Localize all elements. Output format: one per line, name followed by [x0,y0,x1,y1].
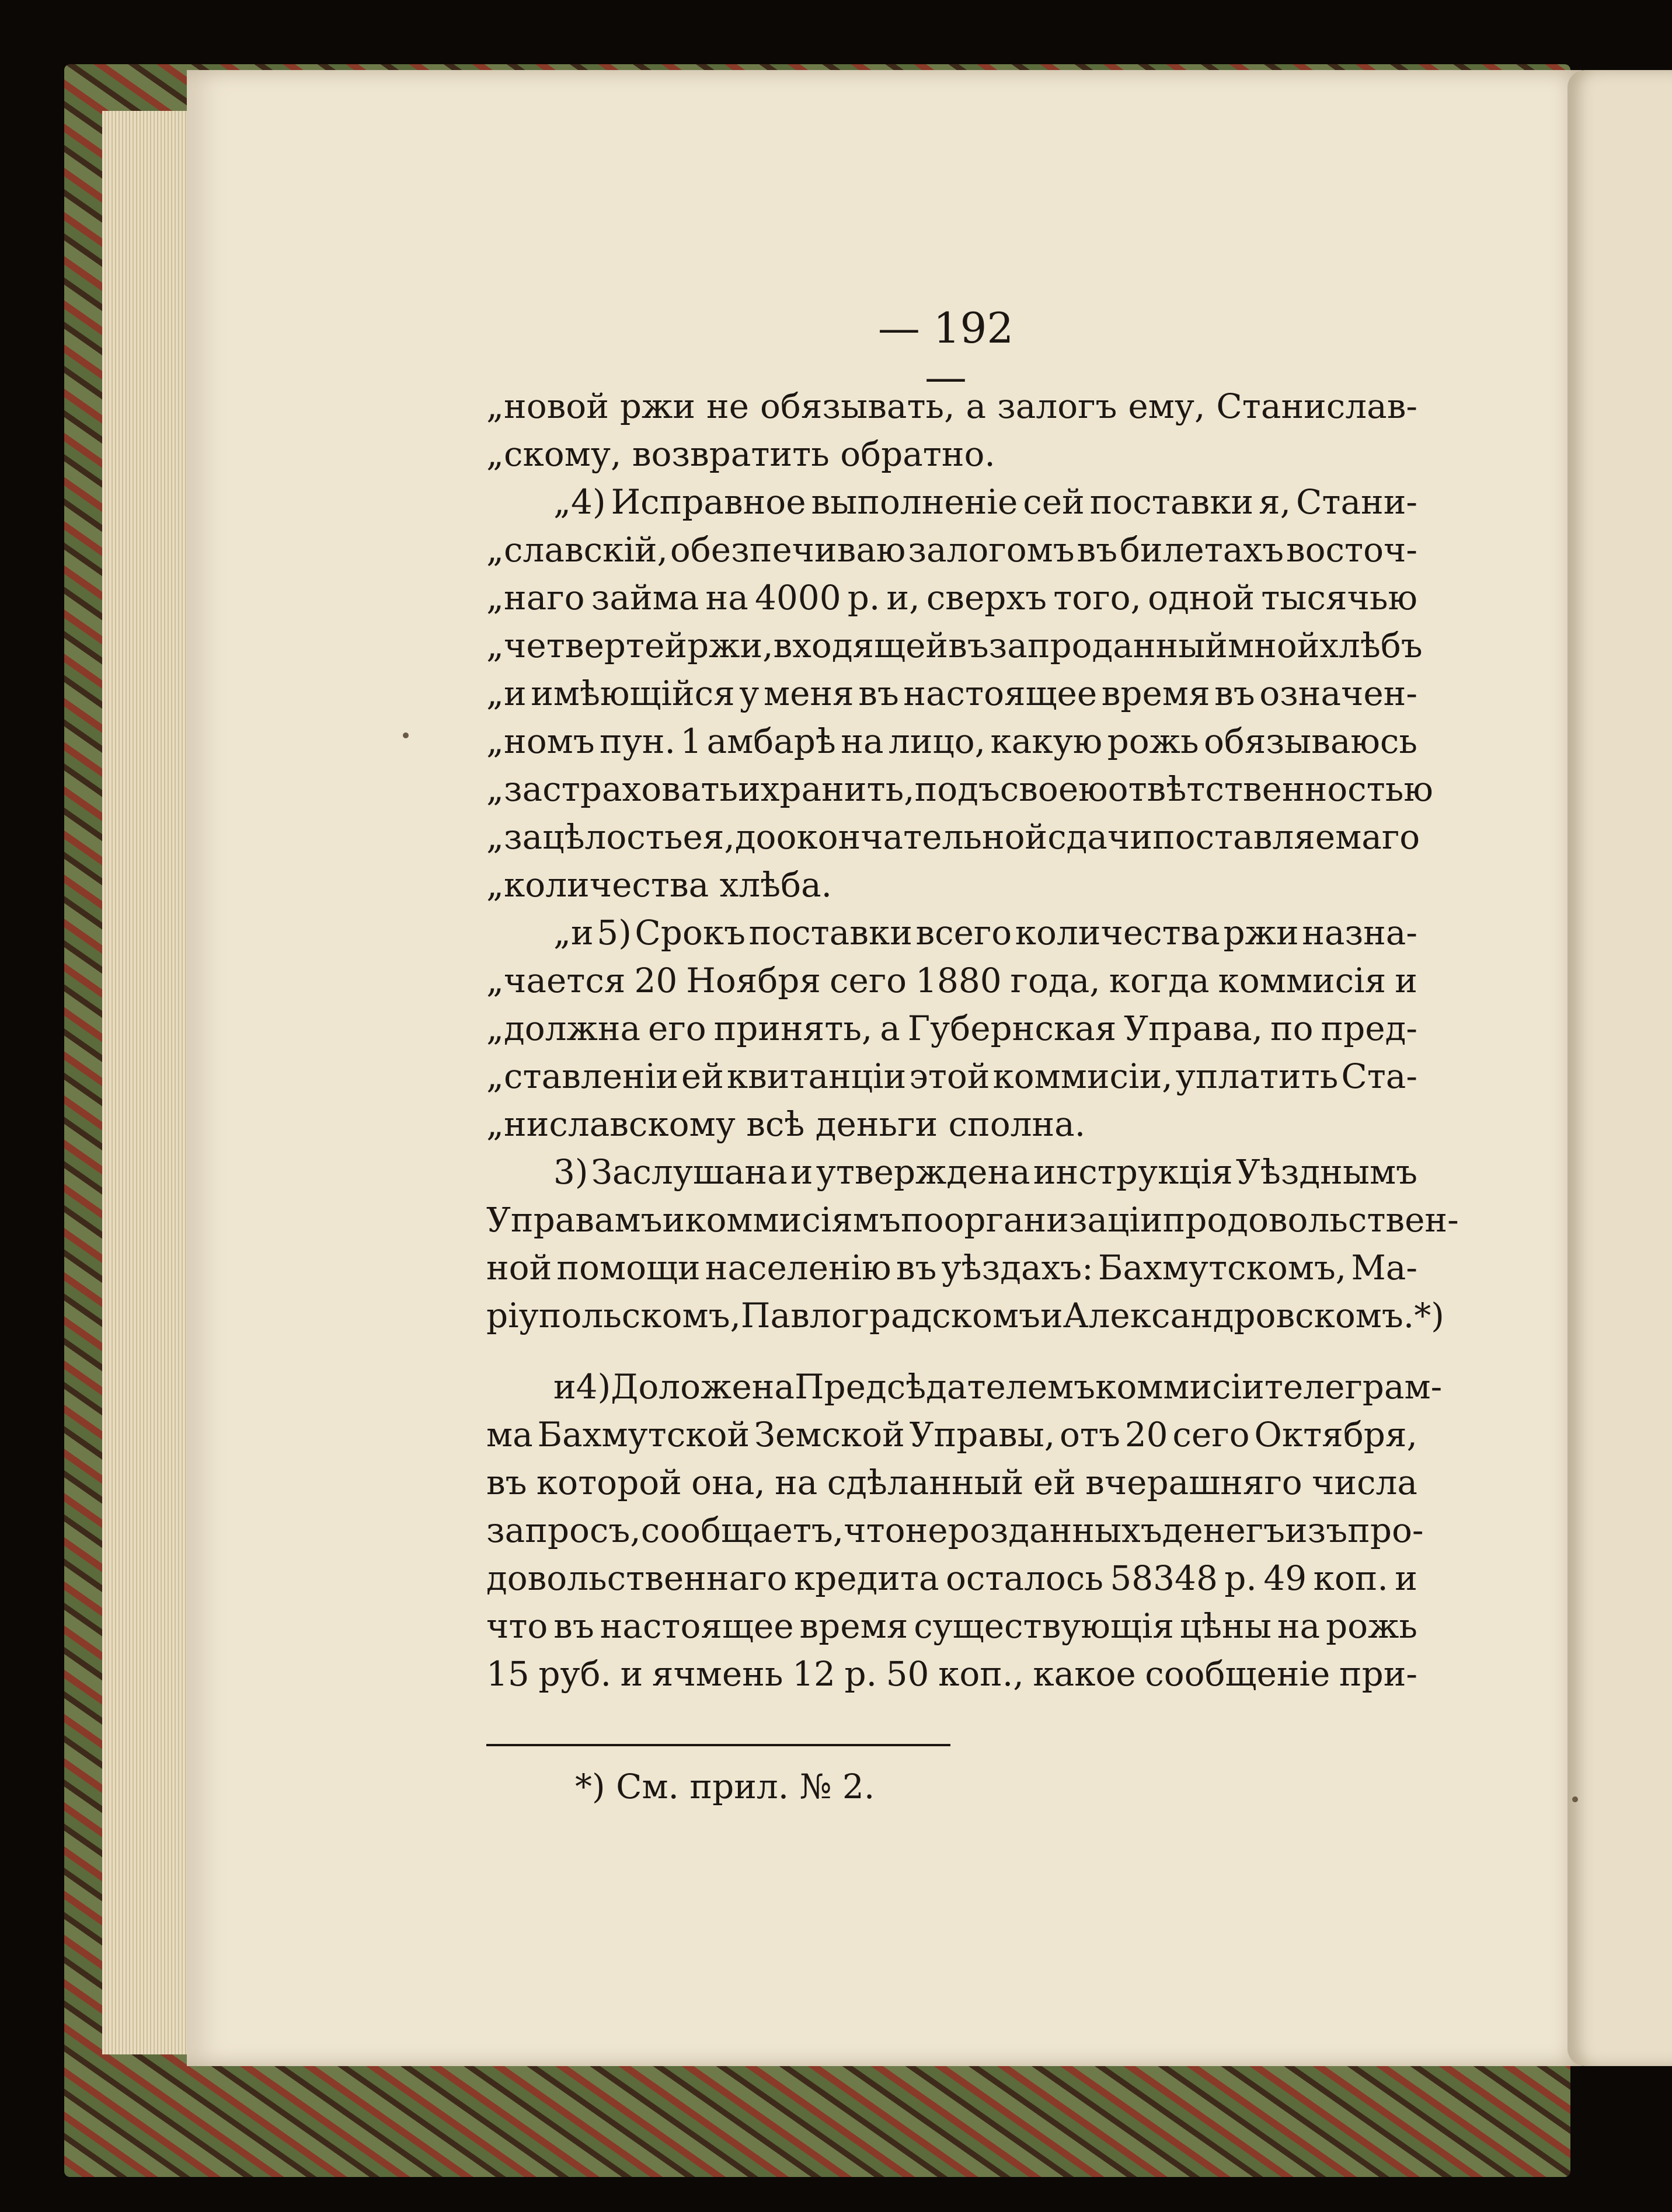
paragraph-gap [486,1339,1417,1363]
text-line [486,669,1417,717]
word: Управа, [1124,1009,1263,1048]
page-speck [403,732,409,738]
word: въ [858,674,899,713]
word: 5) [597,913,632,953]
word: Павлоградскомъ [740,1296,1040,1335]
word: и [620,1654,643,1694]
text-line [486,1100,1417,1148]
word: руб. [538,1654,612,1694]
word: Ста- [1341,1056,1417,1096]
text-line [486,813,1420,861]
word: какую [990,721,1103,761]
word: „должна [486,1009,641,1048]
word: а [966,386,987,426]
word: кредита [793,1558,939,1598]
word: въ [553,1606,594,1646]
text-line [486,1506,1424,1554]
word: сверхъ [926,578,1047,617]
text-line [486,574,1417,622]
word: коммисіи [1095,1367,1265,1407]
word: р. [844,1654,877,1694]
word: обязываюсь [1203,721,1417,761]
word: означен- [1259,674,1417,713]
word: Бахмутской [537,1415,750,1454]
word: ржи [619,386,695,426]
word: поставки [748,913,912,953]
word: пред- [1321,1009,1417,1048]
word: имѣющійся [531,674,735,713]
word: поставляемаго [1152,817,1420,857]
word: денегъ [1162,1510,1285,1550]
word: „за [486,817,543,857]
word: принять, [713,1009,873,1048]
word: 1 [680,721,702,761]
word: уплатить [1175,1056,1339,1096]
text-line [486,1650,1417,1698]
word: билетахъ [1120,530,1284,570]
word: отвѣтственностью [1107,769,1433,809]
word: инструкція [1033,1152,1233,1192]
word: ей [1033,1463,1076,1502]
word: довольственнаго [486,1558,788,1598]
word: 20 [634,961,678,1000]
word: числа [1312,1463,1417,1502]
word: сдѣланный [827,1463,1024,1502]
word: 1880 [915,961,1002,1000]
word: время [799,1606,908,1646]
word: продовольствен- [1162,1200,1459,1240]
word: утверждена [816,1152,1030,1192]
word: Бахмутскомъ, [1098,1248,1347,1288]
word: нерозданныхъ [905,1510,1162,1550]
word: что [486,1606,548,1646]
word: ей [681,1056,724,1096]
word: всего [915,913,1012,953]
text-line [486,1052,1417,1100]
word: коммисія [1218,961,1387,1000]
word: ржи, [687,626,774,665]
word: поставки [1089,482,1254,522]
word: Стани- [1296,482,1417,522]
word: обязывать, [760,386,955,426]
word: „чается [486,961,626,1000]
word: коп. [1313,1558,1388,1598]
word: залогъ [997,386,1117,426]
word: въ [1077,530,1118,570]
word: 4) [576,1367,611,1407]
word: въ [896,1248,937,1288]
word: 58348 [1110,1558,1218,1598]
word: назна- [1302,913,1417,953]
word: запроданный [988,626,1228,665]
word: что [844,1510,905,1550]
word: входящей [773,626,949,665]
word: Доложена [611,1367,795,1407]
word: ріупольскомъ, [486,1296,741,1335]
word: коммисіямъ [685,1200,901,1240]
word: существующія [914,1606,1174,1646]
word: запросъ, [486,1510,641,1550]
word: я, [1259,482,1291,522]
facing-page-edge [1568,70,1672,2066]
word: 20 [1124,1415,1168,1454]
word: хранить, [760,769,915,809]
word: она, [691,1463,765,1502]
word: выполненіе [811,482,1018,522]
page-edges [102,111,196,2054]
text-line [486,1004,1417,1052]
word: настоящее [903,674,1098,713]
word: и [1395,1558,1417,1598]
word: Александровскомъ.*) [1063,1296,1444,1335]
page-number: — 192 — [877,303,1014,402]
word: и [662,1200,685,1240]
word: которой [536,1463,682,1502]
word: залогомъ [908,530,1075,570]
word: сего [1172,1415,1250,1454]
word: ячмень [652,1654,783,1694]
word: квитанціи [726,1056,907,1096]
word: коп., [938,1654,1024,1694]
text-line [486,1411,1417,1459]
word: помощи [556,1248,701,1288]
word: время [1101,674,1210,713]
word: восточ- [1286,530,1417,570]
word: займа [591,578,699,617]
word: цѣны [1179,1606,1272,1646]
word: Земской [754,1415,905,1454]
word: и, [886,578,920,617]
text-line [486,1363,1443,1411]
word: подъ [914,769,1000,809]
word: Ноября [686,961,821,1000]
word: Исправное [611,482,806,522]
word: „ставленіи [486,1056,678,1096]
word: не [706,386,749,426]
word: „и [553,913,594,953]
word: лицо, [888,721,986,761]
word: и [738,769,761,809]
word: р. [847,578,880,617]
body-text [486,382,1459,1698]
word: „новой [486,386,609,426]
text-line [486,1554,1417,1602]
word: 4000 [754,578,841,617]
word: вчерашняго [1085,1463,1302,1502]
word: рожь [1325,1606,1417,1646]
word: а [880,1009,900,1048]
word: настоящее [600,1606,794,1646]
word: и [790,1152,813,1192]
text-line-content: „ниславскому всѣ деньги сполна. [486,1104,1086,1144]
page-speck [1572,1796,1578,1802]
word: количества [1015,913,1220,953]
text-line [486,717,1417,765]
word: 3) [553,1152,588,1192]
text-line-content: „скому, возвратить обратно. [486,434,995,474]
word: сообщеніе [1145,1654,1330,1694]
word: одной [1148,578,1255,617]
word: сей [1023,482,1085,522]
word: Октября, [1254,1415,1417,1454]
word: и [1395,961,1417,1000]
word: 12 [792,1654,835,1694]
text-line [486,909,1417,957]
word: какое [1033,1654,1136,1694]
footnote-rule [486,1744,950,1746]
word: ему, [1128,386,1206,426]
word: амбарѣ [706,721,836,761]
word: ея, [682,817,735,857]
word: „застраховать [486,769,739,809]
word: организаціи [943,1200,1163,1240]
word: года, [1010,961,1100,1000]
text-line [486,765,1433,813]
word: ма [486,1415,533,1454]
text-line [486,478,1417,526]
text-line [486,1196,1459,1244]
word: сообщаетъ, [640,1510,844,1550]
word: на [705,578,748,617]
word: пун. [600,721,675,761]
word: Управамъ [486,1200,663,1240]
word: меня [763,674,854,713]
text-line [486,430,1417,478]
text-line [486,1292,1444,1339]
word: населенію [705,1248,891,1288]
word: уѣздахъ: [941,1248,1093,1288]
word: отъ [1060,1415,1120,1454]
text-line [486,1602,1417,1650]
word: этой [909,1056,990,1096]
text-line [486,526,1417,574]
word: по [1270,1009,1314,1048]
word: на [841,721,884,761]
word: сдачи [1047,817,1152,857]
word: Предсѣдателемъ [794,1367,1096,1407]
word: по [900,1200,944,1240]
word: когда [1109,961,1210,1000]
footnote: *) См. прил. № 2. [575,1767,875,1806]
word: ржи [1223,913,1299,953]
word: осталось [946,1558,1103,1598]
word: Станислав- [1216,386,1417,426]
word: 15 [486,1654,530,1694]
text-line [486,1244,1417,1292]
word: Губернская [907,1009,1117,1048]
word: Заслушана [591,1152,788,1192]
word: „славскій, [486,530,668,570]
word: про- [1347,1510,1424,1550]
word: въ [948,626,989,665]
word: окончательной [776,817,1048,857]
word: на [775,1463,818,1502]
word: мной [1227,626,1320,665]
word: и [553,1367,576,1407]
word: 50 [886,1654,929,1694]
word: рожь [1107,721,1199,761]
word: тысячью [1261,578,1417,617]
word: Управы, [909,1415,1056,1454]
word: у [739,674,760,713]
text-line [486,382,1417,430]
word: хлѣбъ [1319,626,1423,665]
word: Срокъ [635,913,746,953]
text-line [486,622,1423,669]
word: въ [486,1463,527,1502]
word: въ [1214,674,1255,713]
word: коммисіи, [992,1056,1173,1096]
word: „наго [486,578,585,617]
word: при- [1339,1654,1417,1694]
word: сего [829,961,907,1000]
text-line [486,1148,1417,1196]
word: обезпечиваю [670,530,906,570]
word: до [734,817,776,857]
text-line [486,1459,1417,1506]
word: изъ [1284,1510,1348,1550]
word: того, [1053,578,1141,617]
word: „4) [553,482,606,522]
word: телеграм- [1264,1367,1443,1407]
text-line-content: „количества хлѣба. [486,865,832,905]
word: „номъ [486,721,595,761]
word: 49 [1263,1558,1307,1598]
word: своею [999,769,1108,809]
word: р. [1224,1558,1257,1598]
word: цѣлость [542,817,683,857]
text-line [486,957,1417,1004]
word: „четвертей [486,626,687,665]
word: Ма- [1351,1248,1417,1288]
text-line [486,861,1417,909]
word: и [1040,1296,1063,1335]
word: его [648,1009,706,1048]
word: Уѣзднымъ [1235,1152,1417,1192]
word: ной [486,1248,552,1288]
word: на [1277,1606,1321,1646]
word: „и [486,674,527,713]
